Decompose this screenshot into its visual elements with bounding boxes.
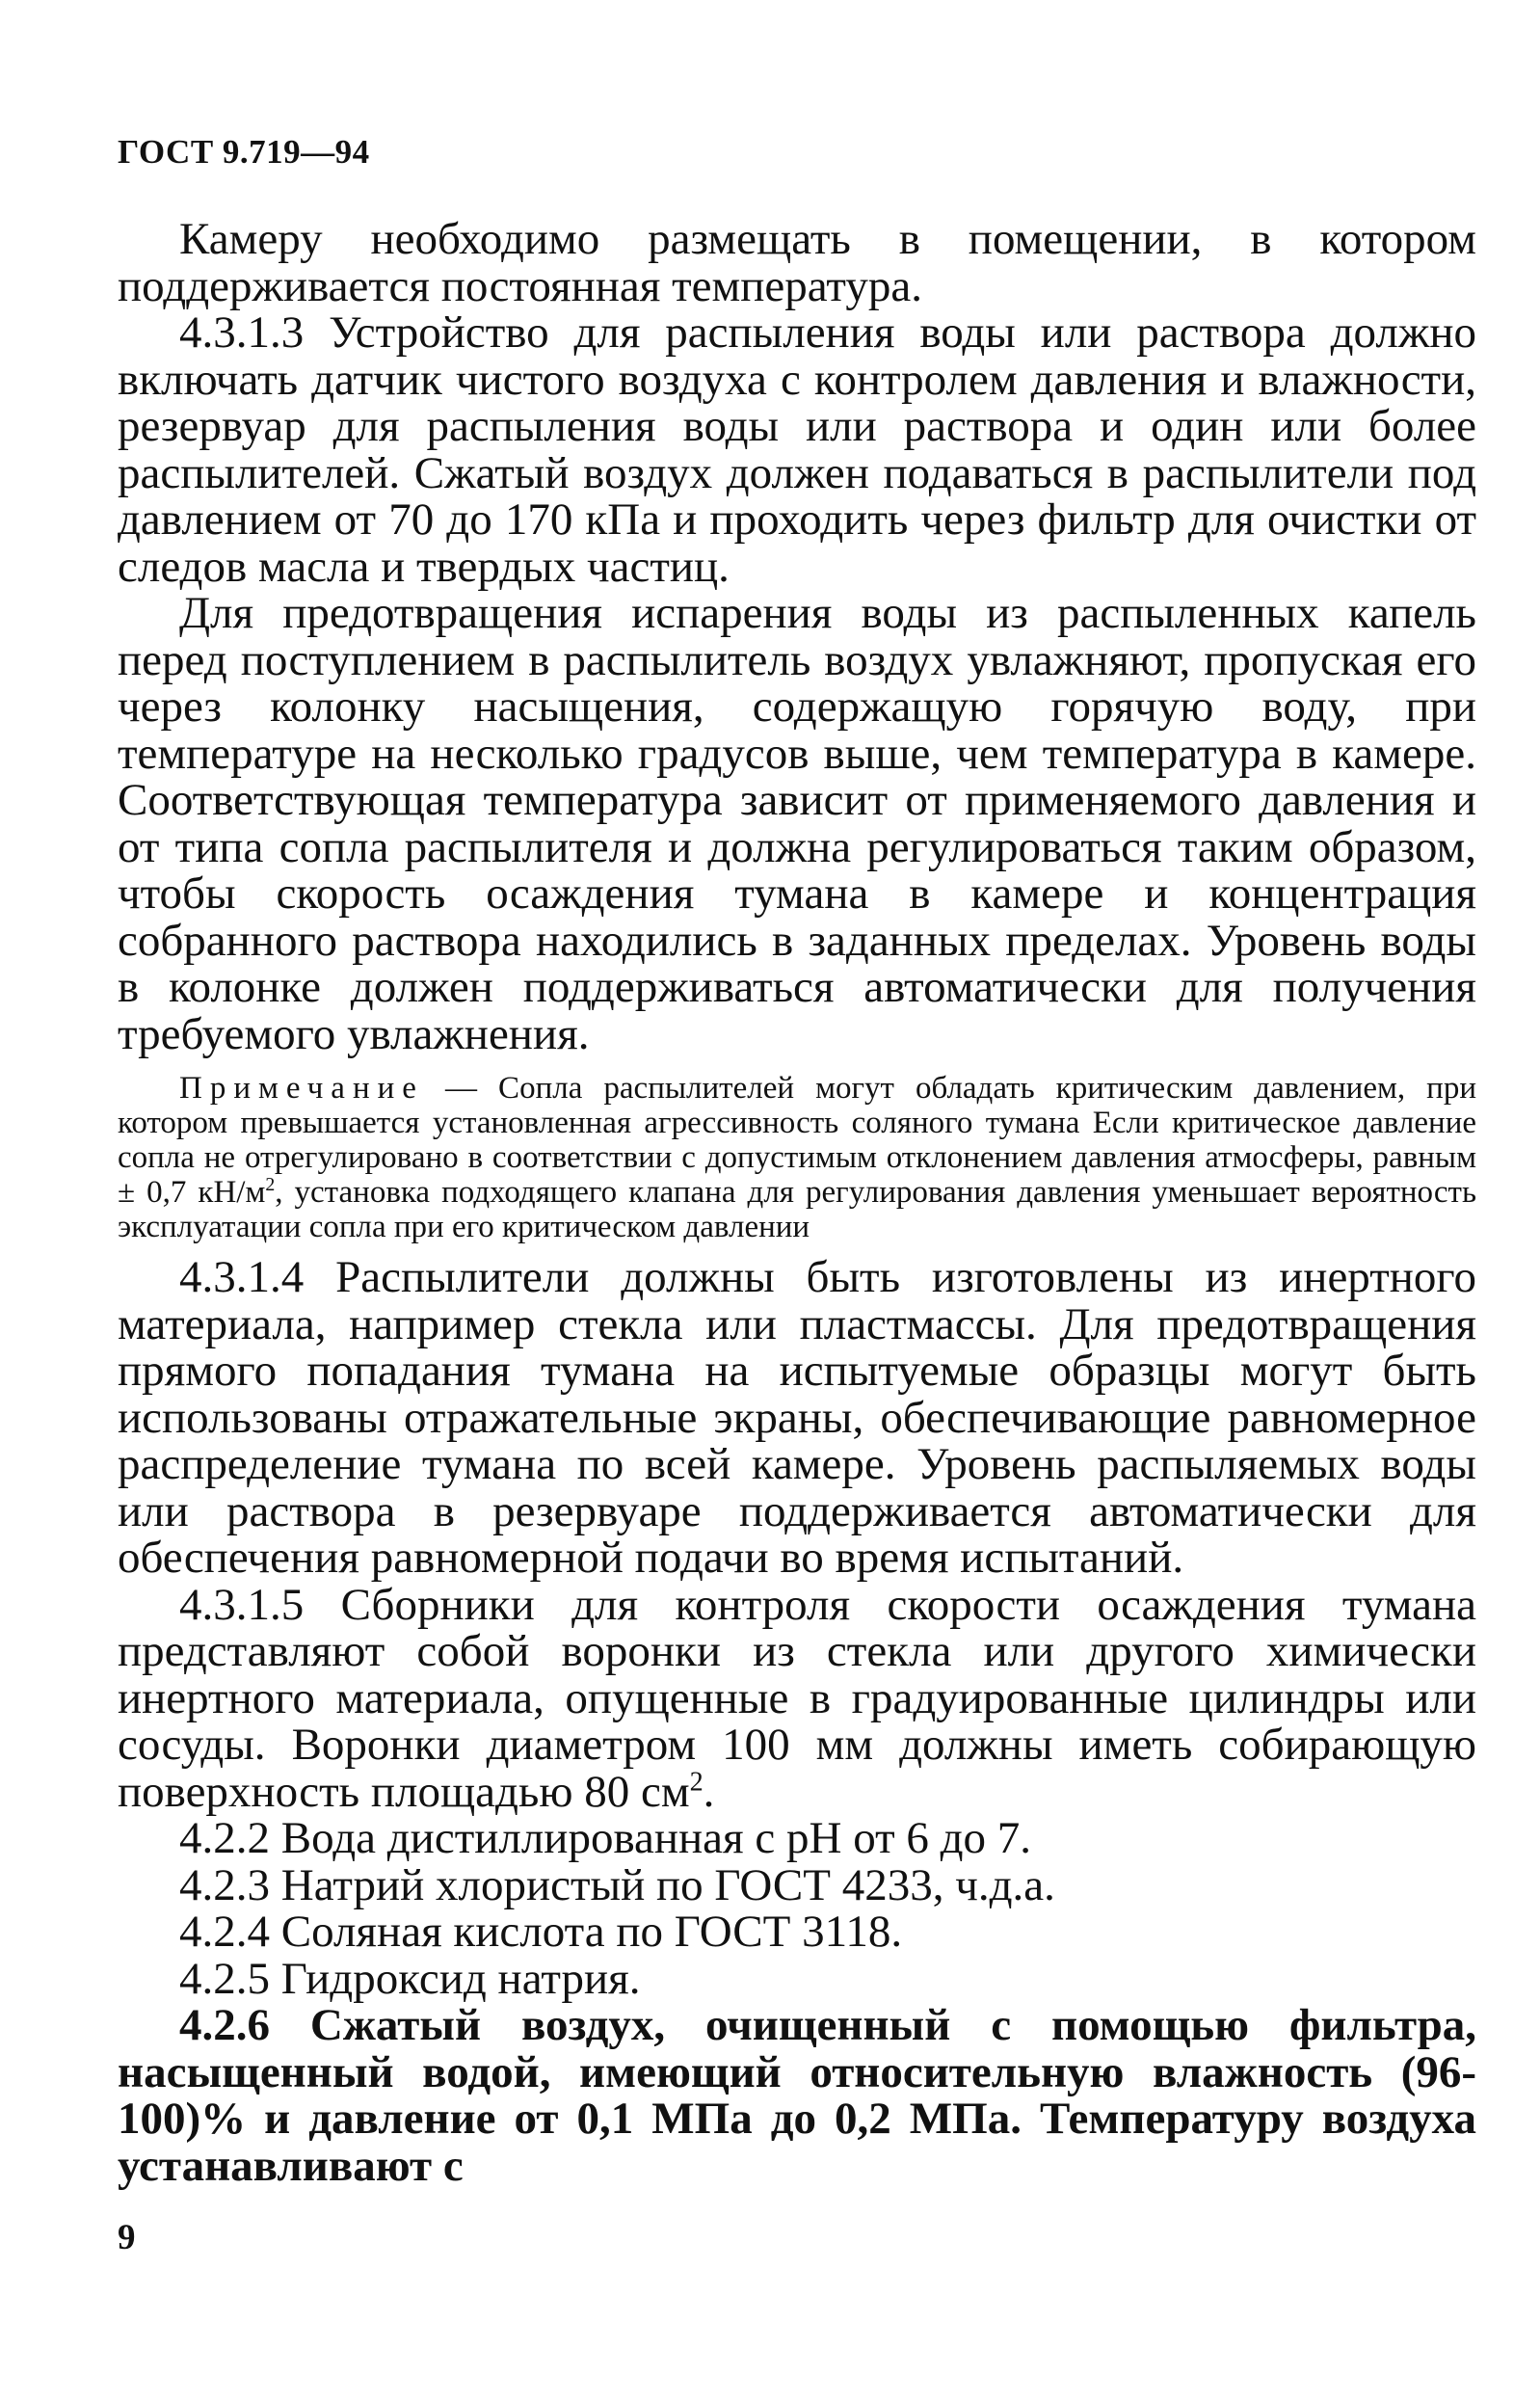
paragraph-4-2-2: 4.2.2 Вода дистиллированная с pH от 6 до 7. — [179, 1813, 1032, 1863]
paragraph-4-2-3: 4.2.3 Натрий хлористый по ГОСТ 4233, ч.д.а. — [179, 1859, 1055, 1910]
paragraph-4-2-6: 4.2.6 Сжатый воздух, очищенный с помощью фильтра, насыщенный водой, имеющий относительную влажность (96-100)% и давление от 0,1 МПа до 0,2 МПа. Температуру воздуха устанавливают с — [118, 2000, 1476, 2191]
page-number: 9 — [118, 2218, 136, 2257]
note — [118, 1071, 1476, 1244]
paragraph-evaporation: Для предотвращения испарения воды из распыленных капель перед поступлением в распылитель воздух увлажняют, пропуская его через колонку насыщения, содержащую горячую воду, при температуре на несколько градусов выше, чем температура в камере. Соответствующая температура зависит от применяемого давления и от типа сопла распылителя и должна регулироваться таким образом, чтобы скорость осаждения тумана в камере и концентрация собранного раствора находились в заданных пределах. Уровень воды в колонке должен поддерживаться автоматически для получения требуемого увлажнения. — [118, 588, 1476, 1059]
paragraph-4-3-1-3: 4.3.1.3 Устройство для распыления воды или раствора должно включать датчик чистого воздуха с контролем давления и влажности, резервуар для распыления воды или раствора и один или более распылителей. Сжатый воздух должен подаваться в распылители под давлением от 70 до 170 кПа и проходить через фильтр для очистки от следов масла и твердых частиц. — [118, 307, 1476, 592]
document-body — [118, 216, 1476, 2189]
paragraph-4-3-1-4: 4.3.1.4 Распылители должны быть изготовлены из инертного материала, например стекла или пластмассы. Для предотвращения прямого попадания тумана на испытуемые образцы могут быть использованы отражательные экраны, обеспечивающие равномерное распределение тумана по всей камере. Уровень распыляемых воды или раствора в резервуаре поддерживается автоматически для обеспечения равномерной подачи во время испытаний. — [118, 1252, 1476, 1583]
note-superscript: 2 — [265, 1174, 276, 1195]
p5-superscript: 2 — [689, 1766, 704, 1797]
note-text-b: , установка подходящего клапана для регулирования давления уменьшает вероятность эксплуатации сопла при его критическом давлении — [118, 1175, 1476, 1244]
paragraph-4-3-1-5 — [118, 1579, 1476, 1817]
document-header: ГОСТ 9.719—94 — [118, 133, 370, 171]
paragraph-4-2-5: 4.2.5 Гидроксид натрия. — [179, 1953, 641, 2004]
p5-text: 4.3.1.5 Сборники для контроля скорости осаждения тумана представляют собой воронки из стекла или другого химически инертного материала, опущенные в градуированные цилиндры или сосуды. Воронки диаметром 100 мм должны иметь собирающую поверхность площадью 80 см — [118, 1579, 1476, 1817]
paragraph-chamber: Камеру необходимо размещать в помещении, в котором поддерживается постоянная температура. — [118, 214, 1476, 311]
p5-end: . — [703, 1766, 715, 1817]
note-label: Примечание — [179, 1071, 424, 1106]
paragraph-4-2-4: 4.2.4 Соляная кислота по ГОСТ 3118. — [179, 1907, 903, 1957]
note-text-a: — Сопла распылителей могут обладать критическим давлением, при котором превышается установленная агрессивность соляного тумана Если критическое давление сопла не отрегулировано в соответствии с допустимым отклонением давления атмосферы, равным ± 0,7 кН/м — [118, 1071, 1476, 1210]
